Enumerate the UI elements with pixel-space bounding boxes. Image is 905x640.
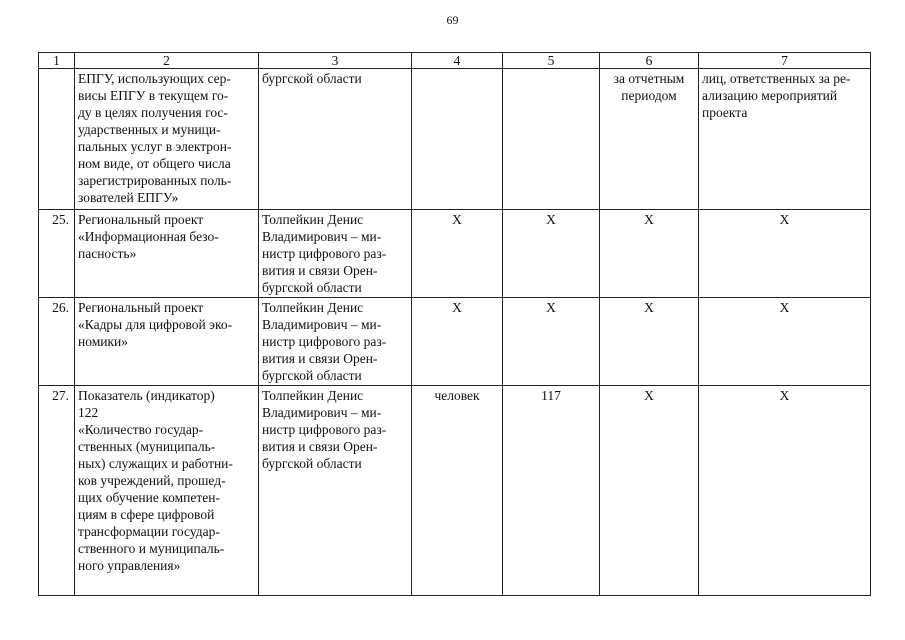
column-header: 1 <box>39 53 75 69</box>
row-number: 26. <box>39 298 75 386</box>
period-cell: Х <box>600 298 699 386</box>
value-cell: Х <box>503 210 600 298</box>
table-row <box>39 386 871 596</box>
value-cell: 117 <box>503 386 600 596</box>
indicator-name: Региональный проект «Кадры для цифровой эко- номики» <box>75 298 259 386</box>
column-header: 7 <box>699 53 871 69</box>
row-number: 25. <box>39 210 75 298</box>
responsible-person: Толпейкин Денис Владимирович – ми- нистр цифрового раз- вития и связи Орен- бургской области <box>259 298 412 386</box>
table-row <box>39 210 871 298</box>
period-cell: Х <box>600 386 699 596</box>
note-cell: Х <box>699 386 871 596</box>
unit-cell: человек <box>412 386 503 596</box>
document-table <box>38 52 871 596</box>
responsible-person: бургской области <box>259 69 412 210</box>
column-header: 6 <box>600 53 699 69</box>
note-cell: Х <box>699 210 871 298</box>
row-number <box>39 69 75 210</box>
unit-cell <box>412 69 503 210</box>
column-header: 2 <box>75 53 259 69</box>
column-header: 3 <box>259 53 412 69</box>
responsible-person: Толпейкин Денис Владимирович – ми- нистр цифрового раз- вития и связи Орен- бургской области <box>259 210 412 298</box>
period-cell: Х <box>600 210 699 298</box>
page-number: 69 <box>446 13 459 27</box>
responsible-person: Толпейкин Денис Владимирович – ми- нистр цифрового раз- вития и связи Орен- бургской области <box>259 386 412 596</box>
table-row <box>39 69 871 210</box>
period-cell: за отчетным периодом <box>600 69 699 210</box>
note-cell: Х <box>699 298 871 386</box>
indicator-name: Региональный проект «Информационная безо- пасность» <box>75 210 259 298</box>
value-cell: Х <box>503 298 600 386</box>
note-cell: лиц, ответственных за ре- ализацию мероприятий проекта <box>699 69 871 210</box>
unit-cell: Х <box>412 298 503 386</box>
indicator-name: Показатель (индикатор) 122 «Количество государ- ственных (муниципаль- ных) служащих и работни- ков учреждений, прошед- щих обучение компетен- циям в сфере цифровой трансформации государ- ственного и муниципаль- ного управления» <box>75 386 259 596</box>
table-row <box>39 298 871 386</box>
unit-cell: Х <box>412 210 503 298</box>
row-number: 27. <box>39 386 75 596</box>
table-header-row <box>39 53 871 69</box>
column-header: 5 <box>503 53 600 69</box>
indicator-name: ЕПГУ, использующих сер- висы ЕПГУ в текущем го- ду в целях получения гос- ударственных и муници- пальных услуг в электрон- ном виде, от общего числа зарегистрированных поль- зователей ЕПГУ» <box>75 69 259 210</box>
column-header: 4 <box>412 53 503 69</box>
value-cell <box>503 69 600 210</box>
